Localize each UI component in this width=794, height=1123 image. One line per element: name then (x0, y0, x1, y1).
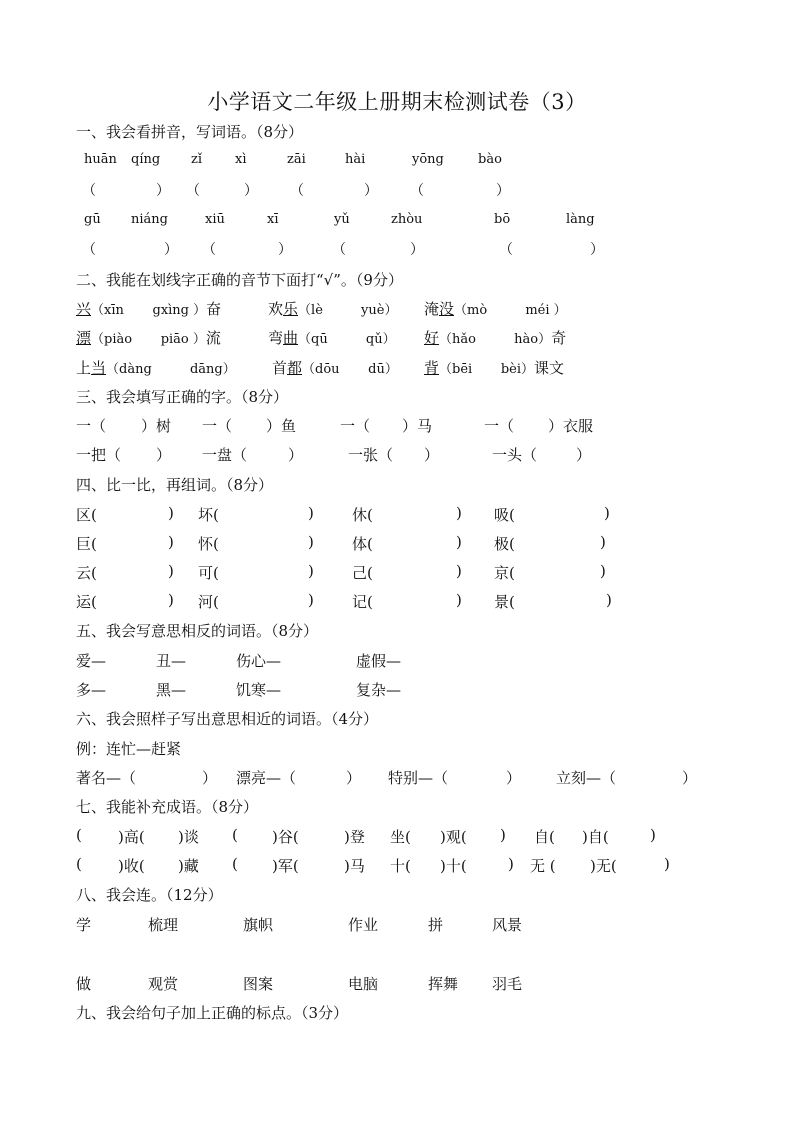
blank-right: ） (164, 242, 178, 258)
option-b[interactable]: bèi） (500, 362, 534, 377)
match-word[interactable]: 拼 (428, 916, 444, 934)
blank-left[interactable]: （ (186, 183, 200, 199)
fill-text: ）马 (402, 417, 433, 435)
pinyin: xiū (205, 212, 225, 227)
section-6-heading: 六、我会照样子写出意思相近的词语。（4分） (76, 710, 379, 728)
pinyin: zāi (287, 152, 306, 167)
word-prefix: 欢 (268, 300, 284, 318)
pronunciation-item (76, 357, 236, 378)
blank-right: ） (410, 242, 424, 258)
match-word[interactable]: 电脑 (348, 975, 379, 993)
fill-text: ）树 (141, 417, 172, 435)
match-word[interactable]: 梳理 (148, 916, 179, 934)
match-word[interactable]: 图案 (243, 975, 274, 993)
char-open[interactable]: 区( (76, 506, 97, 524)
pronunciation-item (76, 298, 221, 319)
fill-text[interactable]: 一（ (340, 417, 371, 435)
pronunciation-item (424, 327, 566, 348)
blank-left[interactable]: （ (82, 183, 96, 199)
section-1-heading: 一、我会看拼音，写词语。（8分） (76, 123, 304, 141)
char-close: ) (456, 591, 462, 609)
synonym-prompt[interactable]: 著名—（ (76, 769, 137, 787)
blank-left[interactable]: （ (202, 242, 216, 258)
char-open[interactable]: 怀( (198, 535, 219, 553)
underlined-char: 好 (424, 329, 440, 347)
pinyin: zhòu (391, 212, 423, 227)
word-prefix: 上 (76, 359, 92, 377)
synonym-prompt[interactable]: 立刻—（ (556, 769, 617, 787)
idiom-part[interactable]: 坐( (390, 828, 411, 846)
page-title: 小学语文二年级上册期末检测试卷（3） (207, 90, 587, 114)
char-close: ) (308, 591, 314, 609)
pinyin: zǐ (191, 152, 203, 167)
word-rest: 流 (205, 329, 221, 347)
char-open[interactable]: 体( (352, 535, 373, 553)
idiom-part[interactable]: )无( (590, 857, 617, 875)
match-word[interactable]: 作业 (348, 916, 379, 934)
char-close: ) (456, 562, 462, 580)
char-open[interactable]: 运( (76, 593, 97, 611)
char-close: ) (456, 533, 462, 551)
example-line: 例：连忙—赶紧 (76, 740, 182, 758)
section-8-heading: 八、我会连。（12分） (76, 886, 223, 904)
idiom-part[interactable]: 自( (534, 828, 555, 846)
fill-text[interactable]: 一张（ (348, 446, 394, 464)
char-close: ) (168, 533, 174, 551)
section-7-heading: 七、我能补充成语。（8分） (76, 798, 259, 816)
option-b[interactable]: dāng） (189, 362, 236, 377)
idiom-part: ) (508, 855, 514, 873)
section-9-heading: 九、我会给句子加上正确的标点。（3分） (76, 1004, 349, 1022)
idiom-part[interactable]: ( (76, 855, 82, 873)
antonym-prompt[interactable]: 爱— (76, 652, 107, 670)
pronunciation-item (76, 327, 221, 348)
blank-right: ） (244, 183, 258, 199)
char-open[interactable]: 河( (198, 593, 219, 611)
underlined-char: 背 (424, 359, 440, 377)
idiom-part: ) (500, 826, 506, 844)
char-open[interactable]: 可( (198, 564, 219, 582)
synonym-close: ） (346, 769, 362, 787)
pronunciation-item (268, 327, 396, 348)
pinyin: yōng (412, 152, 444, 167)
synonym-close: ） (506, 769, 522, 787)
pinyin: niáng (131, 212, 168, 227)
idiom-part: )登 (344, 828, 365, 846)
option-a[interactable]: （lè (298, 303, 323, 318)
fill-text[interactable]: 一头（ (492, 446, 538, 464)
char-close: ) (168, 504, 174, 522)
char-open[interactable]: 云( (76, 564, 97, 582)
option-a[interactable]: （hǎo (439, 332, 476, 347)
option-a[interactable]: （bēi (439, 362, 473, 377)
synonym-close: ） (682, 769, 698, 787)
underlined-char: 乐 (283, 300, 299, 318)
char-close: ) (308, 504, 314, 522)
fill-text: ） (288, 446, 304, 464)
pinyin: bō (494, 212, 511, 227)
option-b[interactable]: qǔ） (365, 332, 396, 347)
char-close: ) (600, 533, 606, 551)
char-open[interactable]: 坏( (198, 506, 219, 524)
blank-right: ） (496, 183, 510, 199)
antonym-prompt[interactable]: 多— (76, 681, 107, 699)
idiom-part[interactable]: )军( (272, 857, 299, 875)
char-close: ) (308, 562, 314, 580)
blank-left[interactable]: （ (410, 183, 424, 199)
option-b[interactable]: méi ） (525, 303, 567, 318)
pinyin: qíng (131, 152, 161, 167)
idiom-part[interactable]: )十( (440, 857, 467, 875)
underlined-char: 曲 (283, 329, 299, 347)
idiom-part[interactable]: ( (76, 826, 82, 844)
antonym-prompt[interactable]: 黑— (156, 681, 187, 699)
antonym-prompt[interactable]: 虚假— (356, 652, 402, 670)
blank-right: ） (278, 242, 292, 258)
option-b[interactable]: yuè） (361, 303, 398, 318)
blank-left[interactable]: （ (290, 183, 304, 199)
idiom-part[interactable]: )高( (118, 828, 145, 846)
idiom-part[interactable]: )谷( (272, 828, 299, 846)
idiom-part[interactable]: 十( (390, 857, 411, 875)
char-close: ) (308, 533, 314, 551)
word-rest: 奇 (551, 329, 567, 347)
idiom-part[interactable]: 无 ( (530, 857, 556, 875)
idiom-part: )藏 (178, 857, 199, 875)
underlined-char: 漂 (76, 329, 92, 347)
pronunciation-item (424, 357, 564, 378)
word-prefix: 首 (272, 359, 288, 377)
idiom-part[interactable]: ( (232, 855, 238, 873)
pinyin: bào (478, 152, 502, 167)
char-open[interactable]: 己( (352, 564, 373, 582)
blank-left[interactable]: （ (499, 242, 513, 258)
char-close: ) (168, 591, 174, 609)
section-4-heading: 四、比一比，再组词。（8分） (76, 476, 274, 494)
match-word[interactable]: 挥舞 (428, 975, 459, 993)
char-open[interactable]: 京( (494, 564, 515, 582)
word-rest: 奋 (206, 300, 222, 318)
fill-text[interactable]: 一把（ (76, 446, 122, 464)
antonym-prompt[interactable]: 复杂— (356, 681, 402, 699)
section-5-heading: 五、我会写意思相反的词语。（8分） (76, 622, 319, 640)
word-prefix: 弯 (268, 329, 284, 347)
char-open[interactable]: 巨( (76, 535, 97, 553)
match-word[interactable]: 羽毛 (492, 975, 523, 993)
fill-text: ）衣服 (548, 417, 594, 435)
synonym-close: ） (202, 769, 218, 787)
section-3-heading: 三、我会填写正确的字。（8分） (76, 388, 289, 406)
option-a[interactable]: （qū (298, 332, 328, 347)
idiom-part: ) (650, 826, 656, 844)
pronunciation-item (424, 298, 567, 319)
antonym-prompt[interactable]: 丑— (156, 652, 187, 670)
char-close: ) (168, 562, 174, 580)
pronunciation-item (268, 298, 397, 319)
blank-right: ） (156, 183, 170, 199)
option-b[interactable]: dū） (368, 362, 398, 377)
fill-text: ） (424, 446, 440, 464)
idiom-part: ) (664, 855, 670, 873)
underlined-char: 都 (287, 359, 303, 377)
char-open[interactable]: 记( (352, 593, 373, 611)
idiom-part[interactable]: )收( (118, 857, 145, 875)
fill-text: ） (156, 446, 172, 464)
option-b[interactable]: piāo ） (160, 332, 206, 347)
match-word[interactable]: 学 (76, 916, 92, 934)
section-2-heading: 二、我能在划线字正确的音节下面打“√”。（9分） (76, 271, 403, 289)
pinyin: gū (84, 212, 101, 227)
char-open[interactable]: 极( (494, 535, 515, 553)
blank-left[interactable]: （ (332, 242, 346, 258)
blank-right: ） (364, 183, 378, 199)
pronunciation-item (272, 357, 398, 378)
option-a[interactable]: （dōu (302, 362, 340, 377)
char-close: ) (606, 591, 612, 609)
synonym-prompt[interactable]: 漂亮—（ (236, 769, 297, 787)
word-rest: 课文 (534, 359, 565, 377)
option-a[interactable]: （xīn (91, 303, 124, 318)
option-a[interactable]: （piào (91, 332, 133, 347)
char-close: ) (604, 504, 610, 522)
fill-text[interactable]: 一盘（ (202, 446, 248, 464)
idiom-part[interactable]: )观( (440, 828, 467, 846)
pinyin: xī (267, 212, 279, 227)
idiom-part: )谈 (178, 828, 199, 846)
pinyin: hài (345, 152, 366, 167)
fill-text: ） (576, 446, 592, 464)
match-word[interactable]: 观赏 (148, 975, 179, 993)
option-a[interactable]: （mò (454, 303, 488, 318)
fill-text[interactable]: 一（ (484, 417, 515, 435)
underlined-char: 当 (91, 359, 107, 377)
char-open[interactable]: 吸( (494, 506, 515, 524)
option-b[interactable]: gxìng ） (152, 303, 207, 318)
fill-text[interactable]: 一（ (76, 417, 107, 435)
option-b[interactable]: hào） (514, 332, 552, 347)
idiom-part: )马 (344, 857, 365, 875)
pinyin: xì (235, 152, 247, 167)
synonym-prompt[interactable]: 特别—（ (388, 769, 449, 787)
blank-left[interactable]: （ (82, 242, 96, 258)
pinyin: yǔ (334, 212, 350, 227)
char-open[interactable]: 景( (494, 593, 515, 611)
idiom-part[interactable]: )自( (582, 828, 609, 846)
char-close: ) (600, 562, 606, 580)
word-prefix: 淹 (424, 300, 440, 318)
fill-text[interactable]: 一（ (202, 417, 233, 435)
underlined-char: 兴 (76, 300, 92, 318)
pinyin: huān (84, 152, 117, 167)
pinyin: làng (566, 212, 595, 227)
antonym-prompt[interactable]: 伤心— (236, 652, 282, 670)
fill-text: ）鱼 (266, 417, 297, 435)
match-word[interactable]: 旗帜 (243, 916, 274, 934)
match-word[interactable]: 做 (76, 975, 92, 993)
antonym-prompt[interactable]: 饥寒— (236, 681, 282, 699)
blank-right: ） (590, 242, 604, 258)
char-open[interactable]: 休( (352, 506, 373, 524)
char-close: ) (456, 504, 462, 522)
idiom-part[interactable]: ( (232, 826, 238, 844)
underlined-char: 没 (439, 300, 455, 318)
match-word[interactable]: 风景 (492, 916, 523, 934)
option-a[interactable]: （dàng (106, 362, 152, 377)
